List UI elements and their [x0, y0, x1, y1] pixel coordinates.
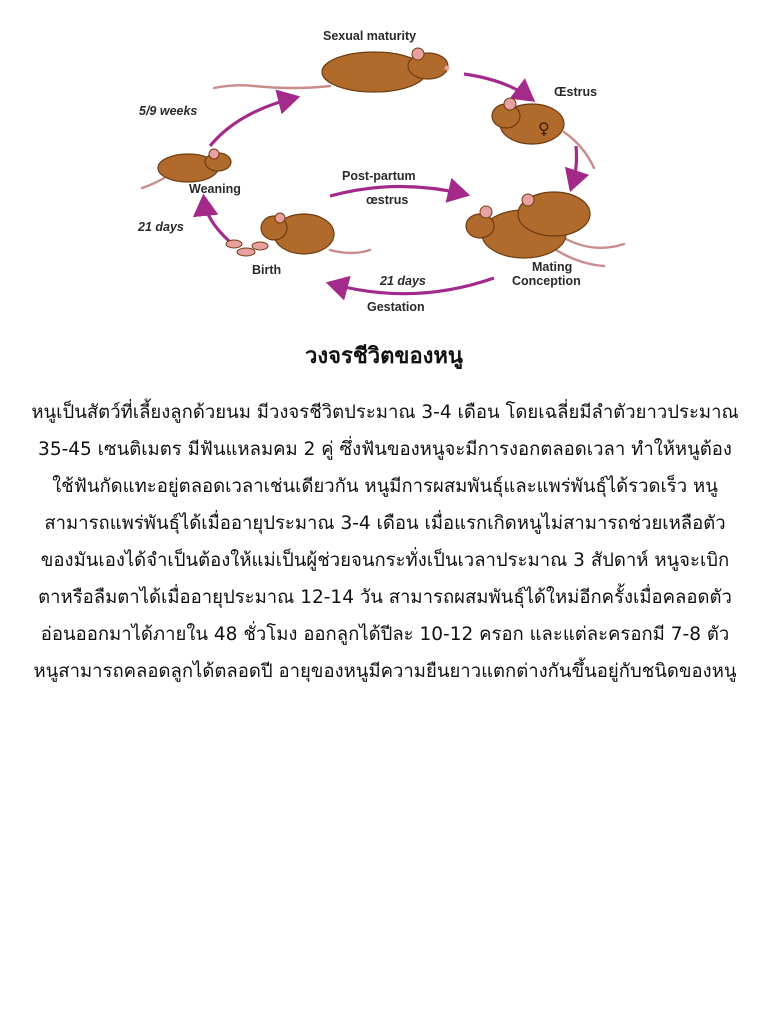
label-post-partum: Post-partum: [342, 169, 416, 183]
label-conception: Conception: [512, 274, 581, 288]
arrow-birth-to-weaning: [204, 200, 230, 242]
life-cycle-diagram: [134, 28, 634, 320]
body-paragraph: หนูเป็นสัตว์ที่เลี้ยงลูกด้วยนม มีวงจรชีวิตประมาณ 3-4 เดือน โดยเฉลี่ยมีลำตัวยาวประมาณ 35-45 เซนติเมตร มีฟันแหลมคม 2 คู่ ซึ่งฟันของหนูจะมีการงอกตลอดเวลา ทำให้หนูต้องใช้ฟันกัดแทะอยู่ตลอดเวลาเช่นเดียวกัน หนูมีการผสมพันธุ์และแพร่พันธุ์ได้รวดเร็ว หนูสามารถแพร่พันธุ์ได้เมื่ออายุประมาณ 3-4 เดือน เมื่อแรกเกิดหนูไม่สามารถช่วยเหลือตัวของมันเองได้จำเป็นต้องให้แม่เป็นผู้ช่วยจนกระทั่งเป็นเวลาประมาณ 3 สัปดาห์ หนูจะเบิกตาหรือลืมตาได้เมื่ออายุประมาณ 12-14 วัน สามารถผสมพันธุ์ได้ใหม่อีกครั้งเมื่อคลอดตัวอ่อนออกมาได้ภายใน 48 ชั่วโมง ออกลูกได้ปีละ 10-12 ครอก และแต่ละครอกมี 7-8 ตัว หนูสามารถคลอดลูกได้ตลอดปี อายุของหนูมีความยืนยาวแตกต่างกันขึ้นอยู่กับชนิดของหนู: [31, 402, 739, 682]
rat-life-cycle-figure: [134, 28, 634, 320]
rats-mating-illustration: [466, 192, 624, 266]
rat-female-illustration: [492, 98, 594, 168]
label-birth: Birth: [252, 263, 282, 277]
label-mating: Mating: [532, 260, 573, 274]
label-oestrus: Œstrus: [554, 85, 598, 99]
page-title: วงจรชีวิตของหนู: [305, 343, 463, 369]
label-sexual-maturity: Sexual maturity: [323, 29, 417, 43]
label-post-partum-oestrus: œstrus: [366, 193, 409, 207]
label-weaning: Weaning: [189, 182, 241, 196]
arrow-maturity-to-oestrus: [464, 74, 530, 98]
female-symbol-icon: ♀: [538, 119, 550, 138]
label-gestation: Gestation: [367, 300, 425, 314]
arrow-weaning-to-maturity: [210, 98, 294, 146]
arrow-oestrus-to-mating: [572, 146, 577, 186]
rat-adult-illustration: [214, 48, 450, 92]
rat-birth-illustration: [226, 213, 370, 256]
label-maturity-weeks: 5/9 weeks: [139, 104, 198, 118]
label-gestation-days: 21 days: [380, 274, 426, 288]
label-weaning-days: 21 days: [138, 220, 184, 234]
